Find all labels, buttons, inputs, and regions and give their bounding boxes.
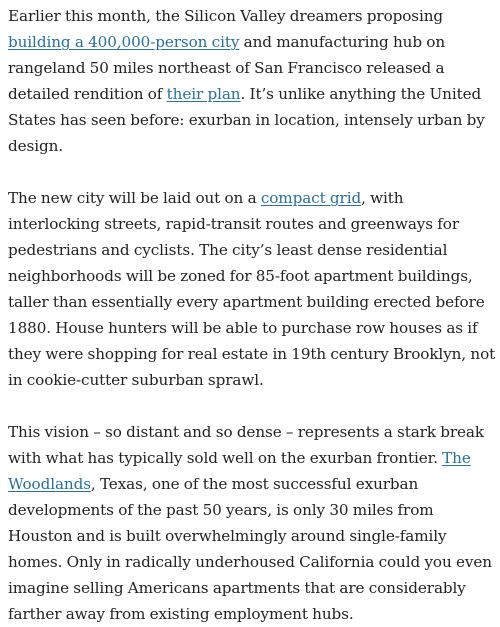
paragraph-2: [8, 185, 498, 393]
paragraph-3: [8, 419, 498, 627]
link-building-city[interactable]: building a 400,000-person city: [8, 33, 240, 51]
text-segment: , Texas, one of the most successful exurban developments of the past 50 years, is only 30 miles from Houston and is built overwhelmingly around single-family homes. Only in radically underhoused California could you even imagine selling Americans apartments that are considerably farther away from existing employment hubs.: [8, 475, 492, 623]
link-their-plan[interactable]: their plan: [166, 85, 241, 103]
text-segment: This vision – so distant and so dense – represents a stark break with what has typically sold well on the exurban frontier.: [8, 423, 484, 467]
paragraph-1: [8, 3, 498, 159]
text-segment: . It’s unlike anything the United States has seen before: exurban in location, intensely urban by design.: [8, 85, 485, 155]
text-segment: The new city will be laid out on a: [8, 189, 261, 207]
link-compact-grid[interactable]: compact grid: [260, 189, 362, 207]
text-segment: Earlier this month, the Silicon Valley dreamers proposing: [8, 7, 444, 25]
text-segment: and manufacturing hub on rangeland 50 miles northeast of San Francisco released a detailed rendition of: [8, 33, 445, 103]
article-body: [8, 3, 498, 627]
link-the-woodlands[interactable]: The Woodlands: [8, 449, 471, 493]
text-segment: , with interlocking streets, rapid-transit routes and greenways for pedestrians and cyclists. The city’s least dense residential neighborhoods will be zoned for 85-foot apartment buildings, taller than essentially every apartment building erected before 1880. House hunters will be able to purchase row houses as if they were shopping for real estate in 19th century Brooklyn, not in cookie-cutter suburban sprawl.: [8, 189, 496, 389]
